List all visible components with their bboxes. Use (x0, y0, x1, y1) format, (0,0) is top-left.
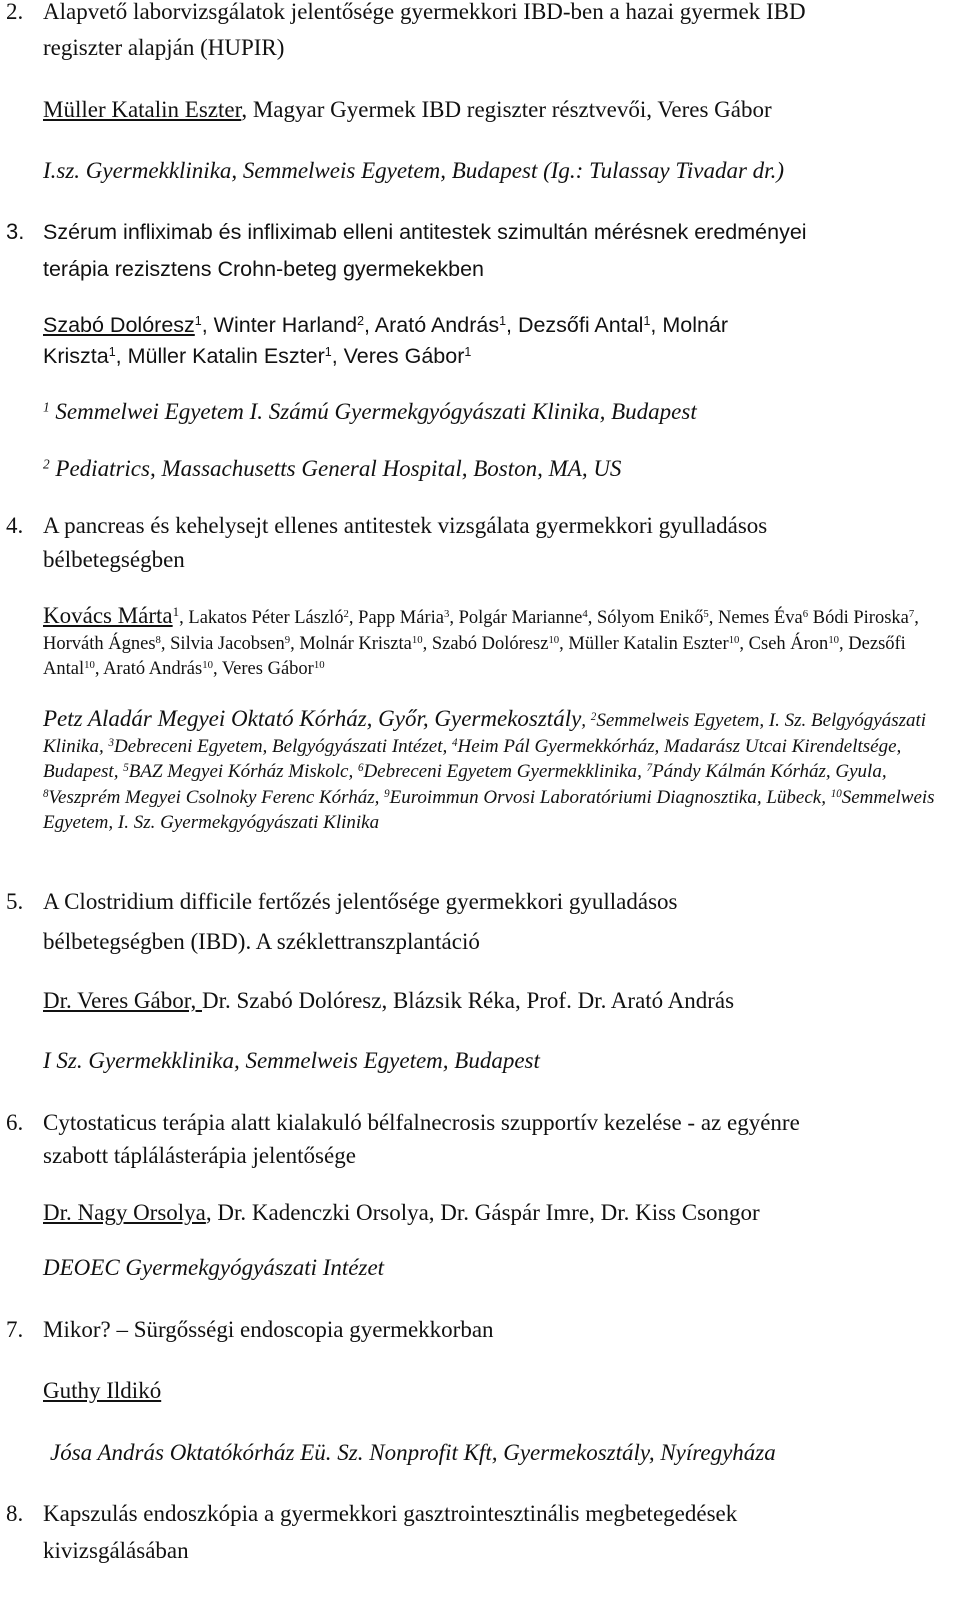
affiliation: I.sz. Gyermekklinika, Semmelweis Egyetem, Budapest (Ig.: Tulassay Tivadar dr.) (43, 158, 784, 183)
author-list (43, 1199, 760, 1227)
author: Molnár Kriszta (299, 633, 412, 654)
presenting-author: Dr. Nagy Orsolya (43, 1200, 206, 1225)
affiliation: $^2$ Pediatrics, Massachusetts General Hospital, Boston, MA, US (43, 456, 622, 481)
co-authors: , Magyar Gyermek IBD regiszter résztvevői, Veres Gábor (241, 97, 772, 122)
author: Polgár Marianne (458, 608, 583, 628)
abstract-title: Szérum infliximab és infliximab elleni antitestek szimultán mérésnek eredményei (43, 220, 807, 244)
author: Müller Katalin Eszter (127, 344, 325, 368)
author: Lakatos Péter László (188, 608, 344, 628)
author: Dezsőfi Antal (43, 633, 906, 679)
abstract-title: szabott táplálásterápia jelentősége (43, 1143, 356, 1168)
abstract-title: Kapszulás endoszkópia a gyermekkori gasztrointesztinális megbetegedések (43, 1501, 738, 1526)
item-number: 3. (6, 219, 25, 244)
author: Horváth Ágnes (43, 633, 156, 654)
item-number: 7. (6, 1317, 24, 1342)
abstract-title: bélbetegségben (IBD). A széklettranszplantáció (43, 929, 480, 954)
abstract-title: terápia rezisztens Crohn-beteg gyermekekben (43, 257, 484, 281)
abstract-title: Mikor? – Sürgősségi endoscopia gyermekkorban (43, 1317, 494, 1342)
author: Kriszta (43, 344, 109, 368)
presenting-author: Müller Katalin Eszter (43, 97, 242, 122)
affiliation: I Sz. Gyermekklinika, Semmelweis Egyetem, Budapest (43, 1048, 540, 1073)
author: Veres Gábor (221, 659, 314, 679)
abstract-title: kivizsgálásában (43, 1538, 189, 1563)
author: Müller Katalin Eszter (568, 633, 729, 654)
author: Molnár (662, 313, 729, 337)
author: Szabó Dolóresz (431, 633, 549, 654)
presenting-author: Guthy Ildikó (43, 1378, 162, 1403)
affiliation: Jósa András Oktatókórház Eü. Sz. Nonprofit Kft, Gyermekosztály, Nyíregyháza (50, 1440, 776, 1465)
author: Arató András (103, 659, 203, 679)
author: Veres Gábor (343, 344, 465, 368)
item-number: 2. (6, 0, 24, 24)
author: Winter Harland (213, 313, 358, 337)
author: Sólyom Enikő (597, 608, 704, 628)
abstract-title: Alapvető laborvizsgálatok jelentősége gyermekkori IBD-ben a hazai gyermek IBD (43, 0, 806, 24)
author: Papp Mária (358, 608, 444, 628)
affiliation-lead: Petz Aladár Megyei Oktató Kórház, Győr, Gyermekosztály (43, 706, 582, 731)
abstract-title: A pancreas és kehelysejt ellenes antitestek vizsgálata gyermekkori gyulladásos (43, 513, 768, 538)
item-number: 8. (6, 1501, 24, 1526)
author-list (43, 96, 772, 124)
author: Nemes Éva (718, 608, 803, 628)
author: Dezsőfi Antal (517, 313, 644, 337)
author: Arató András (374, 313, 500, 337)
author-list: Kovács Márta$^1$, Lakatos Péter László$^2$, Papp Mária$^3$, Polgár Marianne$^4$, Sólyom Enikő$^5$, Nemes Éva$^6$ Bódi Piroska$^7$, Horváth Ágnes$^8$, Silvia Jacobsen$^9$, Molnár Kriszta$^{10}$, Szabó Dolóresz$^{10}$, Müller Katalin Eszter$^{10}$, Cseh Áron$^{10}$, Dezsőfi Antal$^{10}$, Arató András$^{10}$, Veres Gábor$^{10}$ (43, 603, 919, 679)
affiliation: $^1$ Semmelwei Egyetem I. Számú Gyermekgyógyászati Klinika, Budapest (43, 399, 697, 424)
item-number: 6. (6, 1110, 24, 1135)
author: Bódi Piroska (812, 608, 909, 628)
item-number: 4. (6, 513, 24, 538)
affiliation-block: Petz Aladár Megyei Oktató Kórház, Győr, Gyermekosztály, $^2$Semmelweis Egyetem, I. Sz. Belgyógyászati Klinika, $^3$Debreceni Egyetem, Belgyógyászati Intézet, $^4$Heim Pál Gyermekkórház, Madarász Utcai Kirendeltsége, Budapest, $^5$BAZ Megyei Kórház Miskolc, $^6$Debreceni Egyetem Gyermekklinika, $^7$Pándy Kálmán Kórház, Gyula, $^8$Veszprém Megyei Csolnoky Ferenc Kórház, $^9$Euroimmun Orvosi Laboratóriumi Diagnosztika, Lübeck, $^{10}$Semmelweis Egyetem, I. Sz. Gyermekgyógyászati Klinika (43, 706, 935, 833)
author-list: Kriszta$^1$, Müller Katalin Eszter$^1$, Veres Gábor$^1$ (43, 344, 472, 368)
presenting-author: Kovács Márta (43, 603, 173, 628)
presenting-author: Szabó Dolóresz (43, 313, 195, 337)
abstract-title: bélbetegségben (43, 547, 185, 572)
author-list (43, 987, 734, 1015)
author-list (43, 1377, 161, 1405)
author: Cseh Áron (748, 633, 829, 654)
item-number: 5. (6, 889, 24, 914)
author: Silvia Jacobsen (170, 633, 285, 654)
co-authors: , Dr. Kadenczki Orsolya, Dr. Gáspár Imre, Dr. Kiss Csongor (205, 1200, 760, 1225)
abstract-title: A Clostridium difficile fertőzés jelentősége gyermekkori gyulladásos (43, 889, 678, 914)
co-authors: Dr. Szabó Dolóresz, Blázsik Réka, Prof. Dr. Arató András (201, 988, 735, 1013)
author-list: Szabó Dolóresz$^1$, Winter Harland$^2$, Arató András$^1$, Dezsőfi Antal$^1$, Molnár (43, 313, 729, 337)
presenting-author: Dr. Veres Gábor, (43, 988, 202, 1013)
affiliation: DEOEC Gyermekgyógyászati Intézet (43, 1255, 385, 1280)
abstract-title: Cytostaticus terápia alatt kialakuló bélfalnecrosis szupportív kezelése - az egyénre (43, 1110, 800, 1135)
abstract-title: regiszter alapján (HUPIR) (43, 35, 285, 60)
